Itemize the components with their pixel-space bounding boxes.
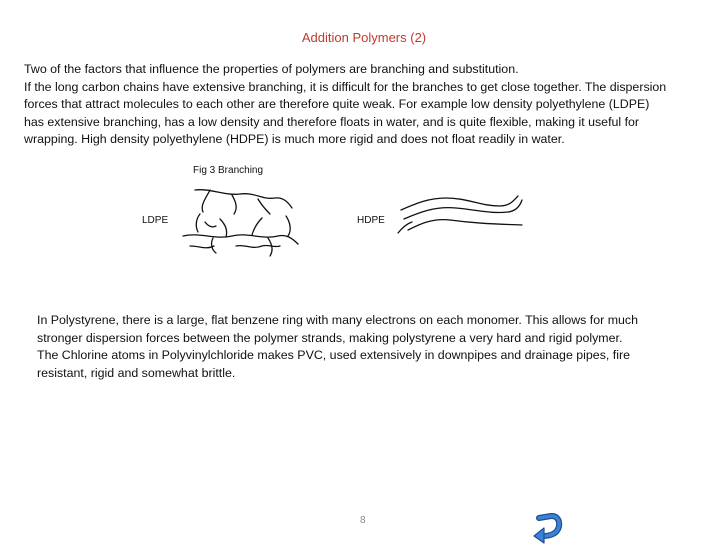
- page-number: 8: [360, 515, 366, 526]
- intro-line: has extensive branching, has a low density and therefore floats in water, and is quite flexible, making it useful for: [24, 114, 640, 129]
- back-button[interactable]: [531, 512, 565, 544]
- u-turn-back-arrow-icon: [531, 512, 565, 544]
- intro-line: forces that attract molecules to each other are therefore quite weak. For example low density polyethylene (LDPE): [24, 97, 650, 111]
- polymers-paragraph: [37, 312, 707, 382]
- ldpe-label: LDPE: [142, 215, 169, 226]
- hdpe-label: HDPE: [357, 215, 385, 226]
- polymers-line: In Polystyrene, there is a large, flat benzene ring with many electrons on each monomer. This allows for much: [37, 313, 639, 327]
- slide-title: Addition Polymers (2): [301, 30, 427, 45]
- polymers-line: The Chlorine atoms in Polyvinylchloride makes PVC, used extensively in downpipes and drainage pipes, fire: [37, 348, 630, 362]
- intro-line: If the long carbon chains have extensive branching, it is difficult for the branches to get close together. The dispersion: [24, 79, 667, 94]
- polymers-line: stronger dispersion forces between the polymer strands, making polystyrene a very hard and rigid polymer.: [37, 330, 623, 345]
- figure-caption: Fig 3 Branching: [193, 165, 264, 176]
- polymers-line: resistant, rigid and somewhat brittle.: [37, 365, 236, 380]
- intro-line: Two of the factors that influence the properties of polymers are branching and substitution.: [24, 62, 519, 76]
- ldpe-branched-chains-drawing: [183, 190, 298, 256]
- hdpe-linear-chains-drawing: [398, 196, 522, 233]
- intro-line: wrapping. High density polyethylene (HDPE) is much more rigid and does not float readily in water.: [24, 132, 565, 146]
